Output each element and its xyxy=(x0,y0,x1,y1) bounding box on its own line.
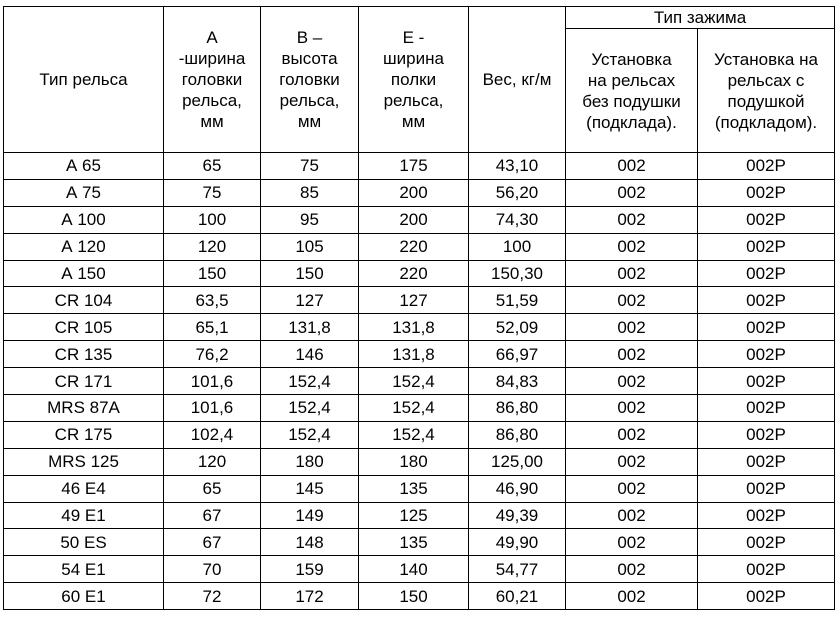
cell-head-height: 85 xyxy=(261,179,359,206)
cell-flange-width: 200 xyxy=(359,179,469,206)
cell-clamp-no-pad: 002 xyxy=(566,179,698,206)
cell-flange-width: 175 xyxy=(359,153,469,180)
cell-weight: 51,59 xyxy=(469,287,566,314)
cell-head-width: 101,6 xyxy=(164,395,261,422)
cell-head-width: 76,2 xyxy=(164,341,261,368)
cell-rail-type: CR 135 xyxy=(4,341,164,368)
cell-weight: 74,30 xyxy=(469,206,566,233)
cell-clamp-no-pad: 002 xyxy=(566,583,698,610)
header-weight: Вес, кг/м xyxy=(469,7,566,153)
cell-head-height: 127 xyxy=(261,287,359,314)
cell-clamp-with-pad: 002Р xyxy=(698,368,835,395)
cell-clamp-no-pad: 002 xyxy=(566,206,698,233)
table-row xyxy=(4,583,835,610)
cell-head-height: 152,4 xyxy=(261,368,359,395)
cell-weight: 60,21 xyxy=(469,583,566,610)
cell-rail-type: CR 171 xyxy=(4,368,164,395)
table-row xyxy=(4,556,835,583)
cell-weight: 66,97 xyxy=(469,341,566,368)
table-row xyxy=(4,153,835,180)
header-rail-type: Тип рельса xyxy=(4,7,164,153)
cell-clamp-with-pad: 002Р xyxy=(698,153,835,180)
cell-head-width: 65 xyxy=(164,475,261,502)
cell-flange-width: 127 xyxy=(359,287,469,314)
cell-rail-type: CR 105 xyxy=(4,314,164,341)
cell-clamp-no-pad: 002 xyxy=(566,341,698,368)
table-row xyxy=(4,260,835,287)
cell-head-width: 65 xyxy=(164,153,261,180)
cell-clamp-no-pad: 002 xyxy=(566,260,698,287)
cell-weight: 56,20 xyxy=(469,179,566,206)
header-clamp-with-pad: Установка на рельсах с подушкой (подкладом). xyxy=(698,29,835,153)
cell-weight: 150,30 xyxy=(469,260,566,287)
cell-flange-width: 125 xyxy=(359,502,469,529)
cell-head-height: 146 xyxy=(261,341,359,368)
cell-head-height: 95 xyxy=(261,206,359,233)
cell-rail-type: А 65 xyxy=(4,153,164,180)
cell-weight: 49,90 xyxy=(469,529,566,556)
table-row xyxy=(4,287,835,314)
cell-rail-type: CR 104 xyxy=(4,287,164,314)
cell-rail-type: А 100 xyxy=(4,206,164,233)
cell-head-height: 152,4 xyxy=(261,421,359,448)
cell-flange-width: 200 xyxy=(359,206,469,233)
cell-head-width: 67 xyxy=(164,529,261,556)
cell-clamp-with-pad: 002Р xyxy=(698,448,835,475)
cell-head-width: 67 xyxy=(164,502,261,529)
table-row xyxy=(4,341,835,368)
cell-head-height: 172 xyxy=(261,583,359,610)
cell-clamp-with-pad: 002Р xyxy=(698,556,835,583)
cell-rail-type: CR 175 xyxy=(4,421,164,448)
cell-clamp-no-pad: 002 xyxy=(566,529,698,556)
header-clamp-type: Тип зажима xyxy=(566,7,835,29)
cell-clamp-with-pad: 002Р xyxy=(698,314,835,341)
cell-head-height: 148 xyxy=(261,529,359,556)
cell-weight: 54,77 xyxy=(469,556,566,583)
cell-head-height: 150 xyxy=(261,260,359,287)
cell-weight: 125,00 xyxy=(469,448,566,475)
table-row xyxy=(4,529,835,556)
cell-head-height: 145 xyxy=(261,475,359,502)
cell-clamp-with-pad: 002Р xyxy=(698,233,835,260)
cell-flange-width: 180 xyxy=(359,448,469,475)
cell-rail-type: 50 ES xyxy=(4,529,164,556)
table-row xyxy=(4,475,835,502)
cell-clamp-with-pad: 002Р xyxy=(698,179,835,206)
cell-clamp-with-pad: 002Р xyxy=(698,475,835,502)
cell-rail-type: 60 E1 xyxy=(4,583,164,610)
cell-clamp-with-pad: 002Р xyxy=(698,341,835,368)
table-body xyxy=(4,153,835,610)
cell-flange-width: 140 xyxy=(359,556,469,583)
cell-flange-width: 131,8 xyxy=(359,314,469,341)
cell-head-height: 149 xyxy=(261,502,359,529)
rail-spec-table xyxy=(3,6,835,610)
table-row xyxy=(4,421,835,448)
cell-head-width: 120 xyxy=(164,233,261,260)
cell-head-width: 70 xyxy=(164,556,261,583)
cell-rail-type: MRS 87A xyxy=(4,395,164,422)
cell-flange-width: 135 xyxy=(359,529,469,556)
cell-clamp-no-pad: 002 xyxy=(566,395,698,422)
cell-head-height: 159 xyxy=(261,556,359,583)
cell-head-width: 72 xyxy=(164,583,261,610)
cell-head-height: 105 xyxy=(261,233,359,260)
cell-clamp-no-pad: 002 xyxy=(566,448,698,475)
cell-weight: 52,09 xyxy=(469,314,566,341)
table-row xyxy=(4,206,835,233)
cell-clamp-with-pad: 002Р xyxy=(698,206,835,233)
cell-head-width: 75 xyxy=(164,179,261,206)
cell-flange-width: 220 xyxy=(359,260,469,287)
cell-head-height: 75 xyxy=(261,153,359,180)
table-row xyxy=(4,395,835,422)
cell-clamp-with-pad: 002Р xyxy=(698,502,835,529)
cell-flange-width: 135 xyxy=(359,475,469,502)
cell-weight: 86,80 xyxy=(469,421,566,448)
cell-clamp-no-pad: 002 xyxy=(566,153,698,180)
cell-clamp-no-pad: 002 xyxy=(566,556,698,583)
cell-flange-width: 150 xyxy=(359,583,469,610)
cell-rail-type: 54 E1 xyxy=(4,556,164,583)
cell-clamp-with-pad: 002Р xyxy=(698,529,835,556)
cell-clamp-no-pad: 002 xyxy=(566,475,698,502)
cell-clamp-with-pad: 002Р xyxy=(698,260,835,287)
cell-weight: 43,10 xyxy=(469,153,566,180)
cell-head-width: 150 xyxy=(164,260,261,287)
cell-clamp-no-pad: 002 xyxy=(566,314,698,341)
header-flange-width: Е - ширина полки рельса, мм xyxy=(359,7,469,153)
cell-flange-width: 131,8 xyxy=(359,341,469,368)
cell-head-width: 101,6 xyxy=(164,368,261,395)
cell-flange-width: 220 xyxy=(359,233,469,260)
cell-weight: 49,39 xyxy=(469,502,566,529)
cell-head-width: 120 xyxy=(164,448,261,475)
cell-head-height: 180 xyxy=(261,448,359,475)
cell-rail-type: А 75 xyxy=(4,179,164,206)
cell-flange-width: 152,4 xyxy=(359,395,469,422)
header-head-width: А -ширина головки рельса, мм xyxy=(164,7,261,153)
cell-clamp-no-pad: 002 xyxy=(566,421,698,448)
cell-head-width: 63,5 xyxy=(164,287,261,314)
cell-clamp-no-pad: 002 xyxy=(566,233,698,260)
cell-weight: 100 xyxy=(469,233,566,260)
cell-clamp-with-pad: 002Р xyxy=(698,421,835,448)
table-row xyxy=(4,368,835,395)
cell-clamp-no-pad: 002 xyxy=(566,368,698,395)
cell-rail-type: А 150 xyxy=(4,260,164,287)
cell-head-width: 102,4 xyxy=(164,421,261,448)
cell-rail-type: 49 E1 xyxy=(4,502,164,529)
cell-clamp-with-pad: 002Р xyxy=(698,395,835,422)
table-row xyxy=(4,179,835,206)
cell-clamp-with-pad: 002Р xyxy=(698,583,835,610)
cell-head-height: 152,4 xyxy=(261,395,359,422)
table-row xyxy=(4,448,835,475)
header-clamp-no-pad: Установка на рельсах без подушки (подклада). xyxy=(566,29,698,153)
cell-weight: 84,83 xyxy=(469,368,566,395)
cell-head-width: 65,1 xyxy=(164,314,261,341)
cell-rail-type: А 120 xyxy=(4,233,164,260)
cell-head-height: 131,8 xyxy=(261,314,359,341)
cell-clamp-with-pad: 002Р xyxy=(698,287,835,314)
table-row xyxy=(4,314,835,341)
cell-weight: 46,90 xyxy=(469,475,566,502)
cell-flange-width: 152,4 xyxy=(359,368,469,395)
table-row xyxy=(4,233,835,260)
cell-rail-type: MRS 125 xyxy=(4,448,164,475)
cell-weight: 86,80 xyxy=(469,395,566,422)
cell-flange-width: 152,4 xyxy=(359,421,469,448)
table-row xyxy=(4,502,835,529)
cell-clamp-no-pad: 002 xyxy=(566,287,698,314)
cell-head-width: 100 xyxy=(164,206,261,233)
cell-rail-type: 46 E4 xyxy=(4,475,164,502)
header-head-height: В – высота головки рельса, мм xyxy=(261,7,359,153)
cell-clamp-no-pad: 002 xyxy=(566,502,698,529)
